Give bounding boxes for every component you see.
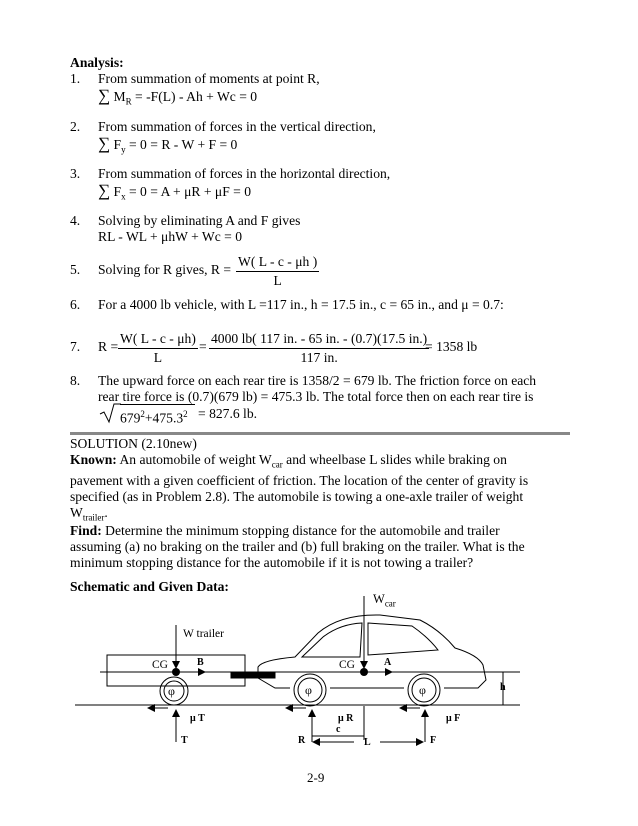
front-phi: φ [419, 683, 426, 697]
eq-rest: = 0 = R - W + F = 0 [125, 137, 238, 152]
step-3-text: From summation of forces in the horizontal direction, [98, 166, 391, 181]
fraction-denominator: L [153, 350, 163, 365]
f-label: F [430, 735, 437, 746]
analysis-heading: Analysis: [70, 55, 124, 70]
step-4-equation: RL - WL + μhW + Wc = 0 [98, 229, 243, 244]
rear-phi: φ [305, 683, 312, 697]
known-text: and wheelbase L slides while braking on [282, 452, 507, 467]
sqrt-term-a: 679 [120, 410, 141, 426]
step-7-result: = 1358 lb [425, 339, 478, 354]
find-text: Determine the minimum stopping distance for the automobile and trailer [101, 523, 500, 538]
known-text: . [104, 504, 108, 520]
step-2-number: 2. [70, 119, 81, 134]
eq-symbol: M [113, 89, 126, 104]
r-label: R [298, 735, 306, 746]
find-text: minimum stopping distance for the automobile if it is not towing a trailer? [70, 555, 474, 570]
step-8-number: 8. [70, 373, 81, 388]
step-7-number: 7. [70, 339, 81, 354]
cg-car-label: CG [339, 659, 355, 671]
w-trailer-label: W trailer [183, 628, 224, 640]
known-subscript: car [271, 459, 283, 470]
sigma-symbol: ∑ [98, 134, 111, 153]
eq-symbol: F [113, 184, 122, 199]
step-8-sqrt-result: = 827.6 lb. [198, 406, 258, 421]
sqrt-exp-a: 2 [140, 409, 145, 419]
mu-r-label: μ R [338, 713, 354, 724]
step-1-text: From summation of moments at point R, [98, 71, 320, 86]
step-7-equals: = [199, 339, 207, 354]
c-label: c [336, 724, 341, 735]
schematic-label: Schematic and Given Data: [70, 579, 229, 594]
step-5-text: Solving for R gives, R = [98, 262, 232, 277]
find-label: Find: [70, 523, 102, 538]
step-1-number: 1. [70, 71, 81, 86]
car-cg-dot [360, 668, 368, 676]
mu-t-label: μ T [190, 713, 205, 724]
known-text: specified (as in Problem 2.8). The automobile is towing a one-axle trailer of weight [70, 488, 524, 504]
step-4-text: Solving by eliminating A and F gives [98, 213, 301, 228]
sigma-symbol: ∑ [98, 86, 111, 105]
fraction-denominator: L [273, 273, 282, 288]
step-4-number: 4. [70, 213, 81, 228]
hitch-bar [231, 673, 275, 678]
eq-subscript: x [121, 191, 126, 202]
fraction-numerator: W( L - c - μh) [118, 331, 198, 349]
b-label: B [197, 657, 204, 668]
cg-trailer-label: CG [152, 659, 168, 671]
a-label: A [384, 657, 392, 668]
known-label: Known: [70, 452, 117, 467]
step-7-r: R = [98, 339, 119, 354]
trailer-cg-dot [172, 668, 180, 676]
known-subscript: trailer [82, 512, 105, 523]
h-label: h [500, 682, 506, 693]
known-text: pavement with a given coefficient of friction. The location of the center of gravity is [70, 472, 529, 488]
step-5-number: 5. [70, 262, 81, 277]
solution-header: SOLUTION (2.10new) [70, 436, 197, 451]
mu-f-label: μ F [446, 713, 461, 724]
step-3-number: 3. [70, 166, 81, 181]
w-car-label: $W_{car}$ [373, 592, 396, 609]
find-text: assuming (a) no braking on the trailer and (b) full braking on the trailer. What is the [70, 539, 525, 554]
l-label: L [364, 737, 371, 748]
page-number: 2-9 [307, 770, 325, 785]
trailer-phi: φ [168, 684, 175, 698]
eq-symbol: F [113, 137, 122, 152]
sigma-symbol: ∑ [98, 181, 111, 200]
known-text: An automobile of weight W [116, 452, 272, 467]
car-body [258, 615, 486, 688]
step-8-line-1: The upward force on each rear tire is 1358/2 = 679 lb. The friction force on each [98, 373, 537, 388]
step-2-text: From summation of forces in the vertical direction, [98, 119, 376, 134]
eq-subscript: R [125, 96, 132, 107]
eq-rest: = -F(L) - Ah + Wc = 0 [131, 89, 258, 104]
known-text: W [70, 504, 83, 520]
fraction-numerator: W( L - c - μh ) [236, 254, 319, 272]
eq-rest: = 0 = A + μR + μF = 0 [125, 184, 252, 199]
step-8-line-2: rear tire force is (0.7)(679 lb) = 475.3 lb. The total force then on each rear tire is [98, 389, 534, 404]
sqrt-term-b: +475.3 [144, 410, 184, 426]
fraction-numerator: 4000 lb( 117 in. - 65 in. - (0.7)(17.5 in.) [209, 331, 429, 349]
t-label: T [181, 735, 188, 746]
fraction-denominator: 117 in. [300, 350, 338, 365]
eq-subscript: y [121, 144, 126, 155]
sqrt-exp-b: 2 [183, 409, 188, 419]
step-6-text: For a 4000 lb vehicle, with L =117 in., h = 17.5 in., c = 65 in., and μ = 0.7: [98, 297, 504, 312]
step-6-number: 6. [70, 297, 81, 312]
